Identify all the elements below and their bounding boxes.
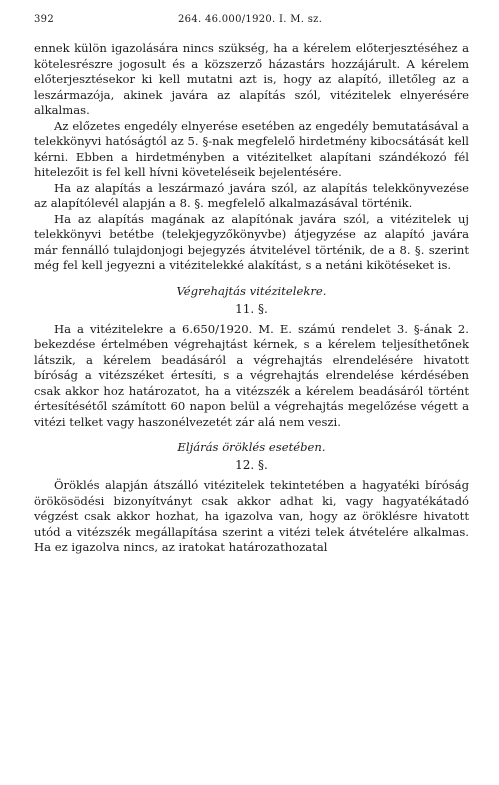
document-body: [34, 41, 469, 556]
paragraph: Az előzetes engedély elnyerése esetében az engedély bemutatásával a telekkönyvi hatóságtól az 5. §-nak megfelelő hirdetmény kibocsátását kell kérni. Ebben a hirdetményben a vitézitelket alapítani szándékozó fél hitelezőit is fel kell hívni követeléseik bejelentésére.: [34, 118, 469, 179]
section-number: 12. §.: [235, 458, 268, 472]
section-title: Eljárás öröklés esetében.: [177, 440, 326, 454]
section-title: Végrehajtás vitézitelekre.: [176, 283, 327, 298]
paragraph: ennek külön igazolására nincs szükség, ha a kérelem előterjesztéséhez a kötelesrészre jogosult és a közszerző házastárs hozzájárult. A kérelem előterjesztésekor ki kell mutatni azt is, hogy az alapító, illetőleg az a leszármazója, akinek javára az alapítás szól, vitézitelek elnyerésére alkalmas.: [34, 41, 469, 117]
paragraph: Öröklés alapján átszálló vitézitelek tekintetében a hagyatéki bíróság örökösödési bizonyítványt csak akkor adhat ki, vagy hagyatékátadó végzést csak akkor hozhat, ha igazolva van, hogy az öröklésre hivatott utód a vitézszék megállapítása szerint a vitézi telek átvételére alkalmas. Ha ez igazolva nincs, az iratokat határozathozatal: [34, 478, 469, 554]
page-header: [34, 14, 469, 25]
page-number: 392: [34, 14, 54, 25]
paragraph: Ha az alapítás magának az alapítónak javára szól, a vitézitelek uj telekkönyvi betétbe (telekjegyzőkönyvbe) átjegyzése az alapító javára már fennálló tulajdonjogi bejegyzés átvitelével történik, de a 8. §. szerint még fel kell jegyezni a vitézitelekké alakítást, s a netáni kikötéseket is.: [34, 211, 469, 272]
paragraph: Ha a vitézitelekre a 6.650/1920. M. E. számú rendelet 3. §-ának 2. bekezdése értelmében végrehajtást kérnek, s a kérelem teljesíthetőnek látszik, a kérelem beadásáról a végrehajtás elrendelésére hivatott bíróság a vitézszéket értesíti, s a végrehajtás elrendelése kérdésében csak akkor hoz határozatot, ha a vitézszék a kérelem beadásáról történt értesítésétől számított 60 napon belül a végrehajtás megelőzése végett a vitézi telket vagy haszonélvezetét zár alá nem veszi.: [34, 321, 469, 429]
header-reference: 264. 46.000/1920. I. M. sz.: [178, 14, 323, 25]
section-number: 11. §.: [235, 301, 268, 316]
paragraph: Ha az alapítás a leszármazó javára szól, az alapítás telekkönyvezése az alapítólevél alapján a 8. §. megfelelő alkalmazásával történik.: [34, 180, 469, 210]
